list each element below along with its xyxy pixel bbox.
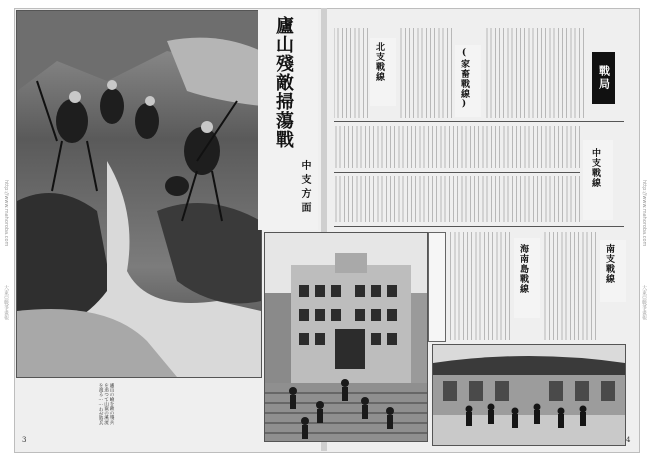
north-front-heading: 北支戰線 — [374, 42, 384, 82]
section-label-badge: 戰局 — [592, 52, 615, 104]
article-subtitle: 中支方面 — [299, 160, 310, 216]
left-page-number: 3 — [22, 436, 27, 444]
article-title-block — [258, 10, 318, 230]
right-margin-url: http://www.mahoroba.com — [641, 180, 647, 247]
column-rule-2 — [334, 172, 580, 173]
north-front-text-b — [400, 28, 452, 118]
hainan-front-heading: 海南島戰線 — [518, 244, 528, 294]
chuushi-front-text — [334, 176, 580, 222]
photo-note-box — [428, 232, 446, 342]
nanshi-front-heading: 南支戰線 — [604, 244, 614, 284]
column-rule-1 — [334, 121, 624, 122]
kaki-front-text — [486, 28, 584, 118]
column-rule-3 — [334, 226, 624, 227]
article-title: 廬山殘敵掃蕩戰 — [273, 16, 294, 149]
photo-caption: 廬山の嶮を敵の殘兵を追つて山嶽の溪流を渡る……わが將兵 — [98, 383, 114, 426]
chuushi-front-heading: 中支戰線 — [590, 148, 600, 188]
troops-at-gate-photo — [432, 344, 626, 446]
north-front-text-a — [334, 28, 368, 118]
right-page-number: 4 — [626, 436, 631, 444]
middle-column-text — [334, 126, 580, 168]
nanshi-front-text — [544, 232, 596, 340]
kaki-front-heading: (家畜戰線) — [459, 48, 469, 110]
right-margin-tag: 大東亞戰爭畫報 — [641, 285, 647, 320]
soldiers-crossing-stream-photo — [16, 10, 262, 378]
hainan-front-text — [448, 232, 510, 340]
left-margin-url: http://www.mahoroba.com — [3, 180, 9, 247]
left-margin-tag: 大東亞戰爭畫報 — [3, 285, 9, 320]
troops-at-building-photo — [264, 232, 428, 442]
